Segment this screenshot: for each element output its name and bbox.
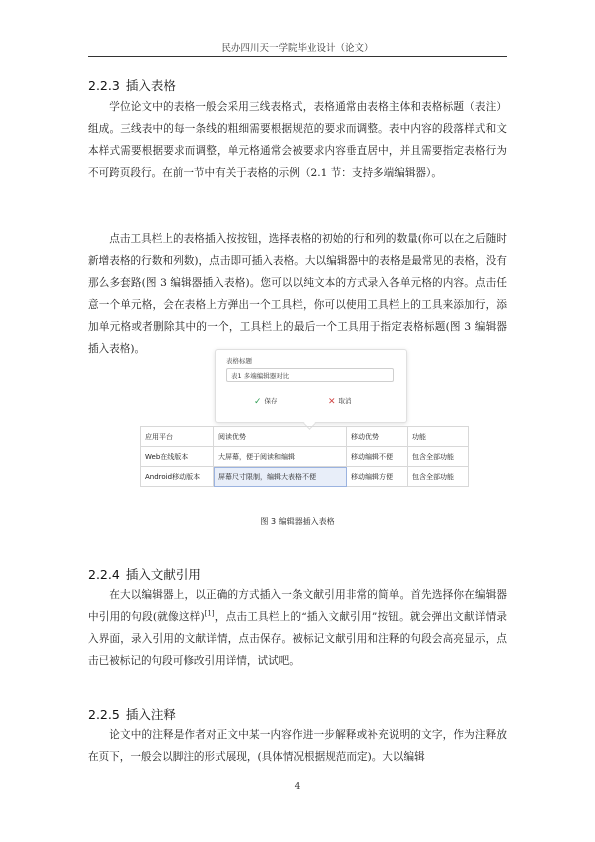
check-icon: ✓: [254, 397, 262, 407]
section-title: 插入注释: [125, 707, 176, 722]
section-number: 2.2.3: [88, 78, 120, 93]
section-title: 插入文献引用: [125, 567, 201, 582]
table-cell-selected[interactable]: 屏幕尺寸限制，编辑大表格不便: [214, 467, 347, 487]
paragraph: 学位论文中的表格一般会采用三线表格式，表格通常由表格主体和表格标题（表注）组成。三线表中的每一条线的粗细需要根据规范的要求而调整。表中内容的段落样式和文本样式需要根据要求而调整，单元格通常会被要求内容垂直居中，并且需要指定表格行为不可跨页段行。在前一节中有关于表格的示例（2.1 节：支持多端编辑器）。: [88, 101, 507, 179]
citation-marker[interactable]: [1]: [204, 609, 215, 618]
figure-caption: 图 3 编辑器插入表格: [260, 517, 335, 526]
x-icon: ✕: [328, 397, 336, 407]
popup-title: 表格标题: [226, 357, 252, 365]
table-cell[interactable]: 大屏幕，便于阅读和编辑: [214, 447, 347, 467]
page-number: 4: [294, 782, 301, 792]
table-header-cell[interactable]: 移动优势: [347, 427, 408, 447]
table-cell[interactable]: 包含全部功能: [408, 447, 469, 467]
header-text: 民办四川天一学院毕业设计（论文）: [221, 43, 374, 54]
save-label: 保存: [264, 397, 278, 405]
section-heading-2-2-5: [88, 705, 176, 723]
table-cell[interactable]: 移动编辑方便: [347, 467, 408, 487]
paragraph-text: 在大以编辑器上，以正确的方式插入一条文献引用非常的简单。首先选择你在编辑器中引用的句段(就像这样): [88, 589, 507, 623]
section-number: 2.2.4: [88, 567, 120, 582]
table-header-row: [141, 427, 469, 447]
save-button[interactable]: [254, 396, 278, 407]
cancel-button[interactable]: [328, 396, 352, 407]
table-header-cell[interactable]: 功能: [408, 427, 469, 447]
table-header-cell[interactable]: 应用平台: [141, 427, 214, 447]
table-cell[interactable]: Android移动版本: [141, 467, 214, 487]
paragraph: 论文中的注释是作者对正文中某一内容作进一步解释或补充说明的文字，作为注释放在页下，一般会以脚注的形式展现，(具体情况根据规范而定)。大以编辑: [88, 729, 507, 763]
section-title: 插入表格: [125, 78, 176, 93]
comparison-table: [140, 426, 469, 487]
table-row: [141, 467, 469, 487]
table-cell[interactable]: 移动编辑不便: [347, 447, 408, 467]
paragraph-text: ，点击工具栏上的“插入文献引用”按钮。就会弹出文献详情录入界面，录入引用的文献详情，点击保存。被标记文献引用和注释的句段会高亮显示，点击已被标记的句段可修改引用详情，试试吧。: [88, 611, 507, 667]
paragraph: [88, 584, 507, 672]
section-heading-2-2-3: [88, 76, 176, 94]
paragraph: 点击工具栏上的表格插入按按钮，选择表格的初始的行和列的数量(你可以在之后随时新增表格的行数和列数)，点击即可插入表格。大以编辑器中的表格是最常见的表格，没有那么多套路(图 3 编辑器插入表格)。您可以以纯文本的方式录入各单元格的内容。点击任意一个单元格，会在表格上方弹出一个工具栏，你可以使用工具栏上的工具来添加行，添加单元格或者删除其中的一个，工具栏上的最后一个工具用于指定表格标题(图 3 编辑器插入表格)。: [88, 233, 507, 355]
table-header-cell[interactable]: 阅读优势: [214, 427, 347, 447]
cancel-label: 取消: [338, 397, 352, 405]
table-row: [141, 447, 469, 467]
header-rule: [88, 56, 507, 57]
section-heading-2-2-4: [88, 565, 201, 583]
table-cell[interactable]: 包含全部功能: [408, 467, 469, 487]
section-number: 2.2.5: [88, 707, 120, 722]
table-title-input[interactable]: 表1 多端编辑器对比: [226, 368, 394, 382]
table-title-popup: [215, 349, 407, 423]
table-cell[interactable]: Web在线版本: [141, 447, 214, 467]
